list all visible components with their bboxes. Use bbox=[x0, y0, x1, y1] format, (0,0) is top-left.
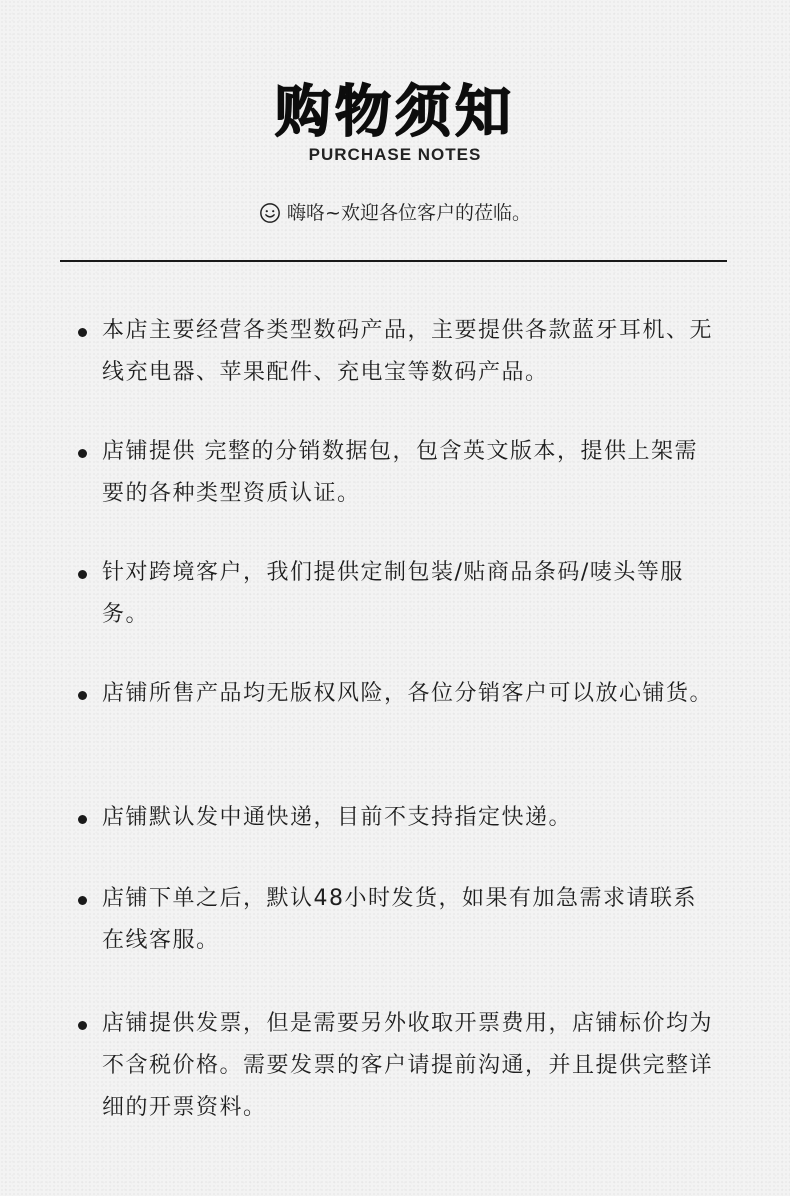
note-text: 店铺下单之后，默认48小时发货，如果有加急需求请联系在线客服。 bbox=[102, 886, 697, 953]
note-text: 店铺提供发票，但是需要另外收取开票费用，店铺标价均为不含税价格。需要发票的客户请提前沟通，并且提供完整详细的开票资料。 bbox=[102, 1011, 714, 1120]
smiley-icon bbox=[259, 202, 281, 224]
note-text: 本店主要经营各类型数码产品，主要提供各款蓝牙耳机、无线充电器、苹果配件、充电宝等数码产品。 bbox=[102, 318, 714, 385]
bullet-icon bbox=[78, 449, 87, 458]
header-divider bbox=[60, 260, 727, 262]
note-text: 店铺默认发中通快递，目前不支持指定快递。 bbox=[102, 805, 573, 830]
bullet-icon bbox=[78, 815, 87, 824]
note-item bbox=[78, 673, 718, 715]
page-subtitle: PURCHASE NOTES bbox=[308, 145, 482, 164]
bullet-icon bbox=[78, 1021, 87, 1030]
note-item bbox=[78, 1003, 718, 1129]
note-item bbox=[78, 552, 718, 636]
greeting-text: 嗨咯~欢迎各位客户的莅临。 bbox=[287, 202, 531, 224]
greeting-line bbox=[0, 198, 790, 228]
note-item bbox=[78, 878, 718, 962]
note-text: 店铺提供 完整的分销数据包，包含英文版本，提供上架需要的各种类型资质认证。 bbox=[102, 439, 698, 506]
note-text: 店铺所售产品均无版权风险，各位分销客户可以放心铺货。 bbox=[102, 681, 714, 706]
bullet-icon bbox=[78, 896, 87, 905]
note-item bbox=[78, 310, 718, 394]
bullet-icon bbox=[78, 570, 87, 579]
note-item bbox=[78, 797, 718, 839]
note-text: 针对跨境客户，我们提供定制包装/贴商品条码/唛头等服务。 bbox=[102, 560, 684, 627]
page-title: 购物须知 bbox=[275, 80, 515, 145]
bullet-icon bbox=[78, 328, 87, 337]
note-item bbox=[78, 431, 718, 515]
bullet-icon bbox=[78, 691, 87, 700]
